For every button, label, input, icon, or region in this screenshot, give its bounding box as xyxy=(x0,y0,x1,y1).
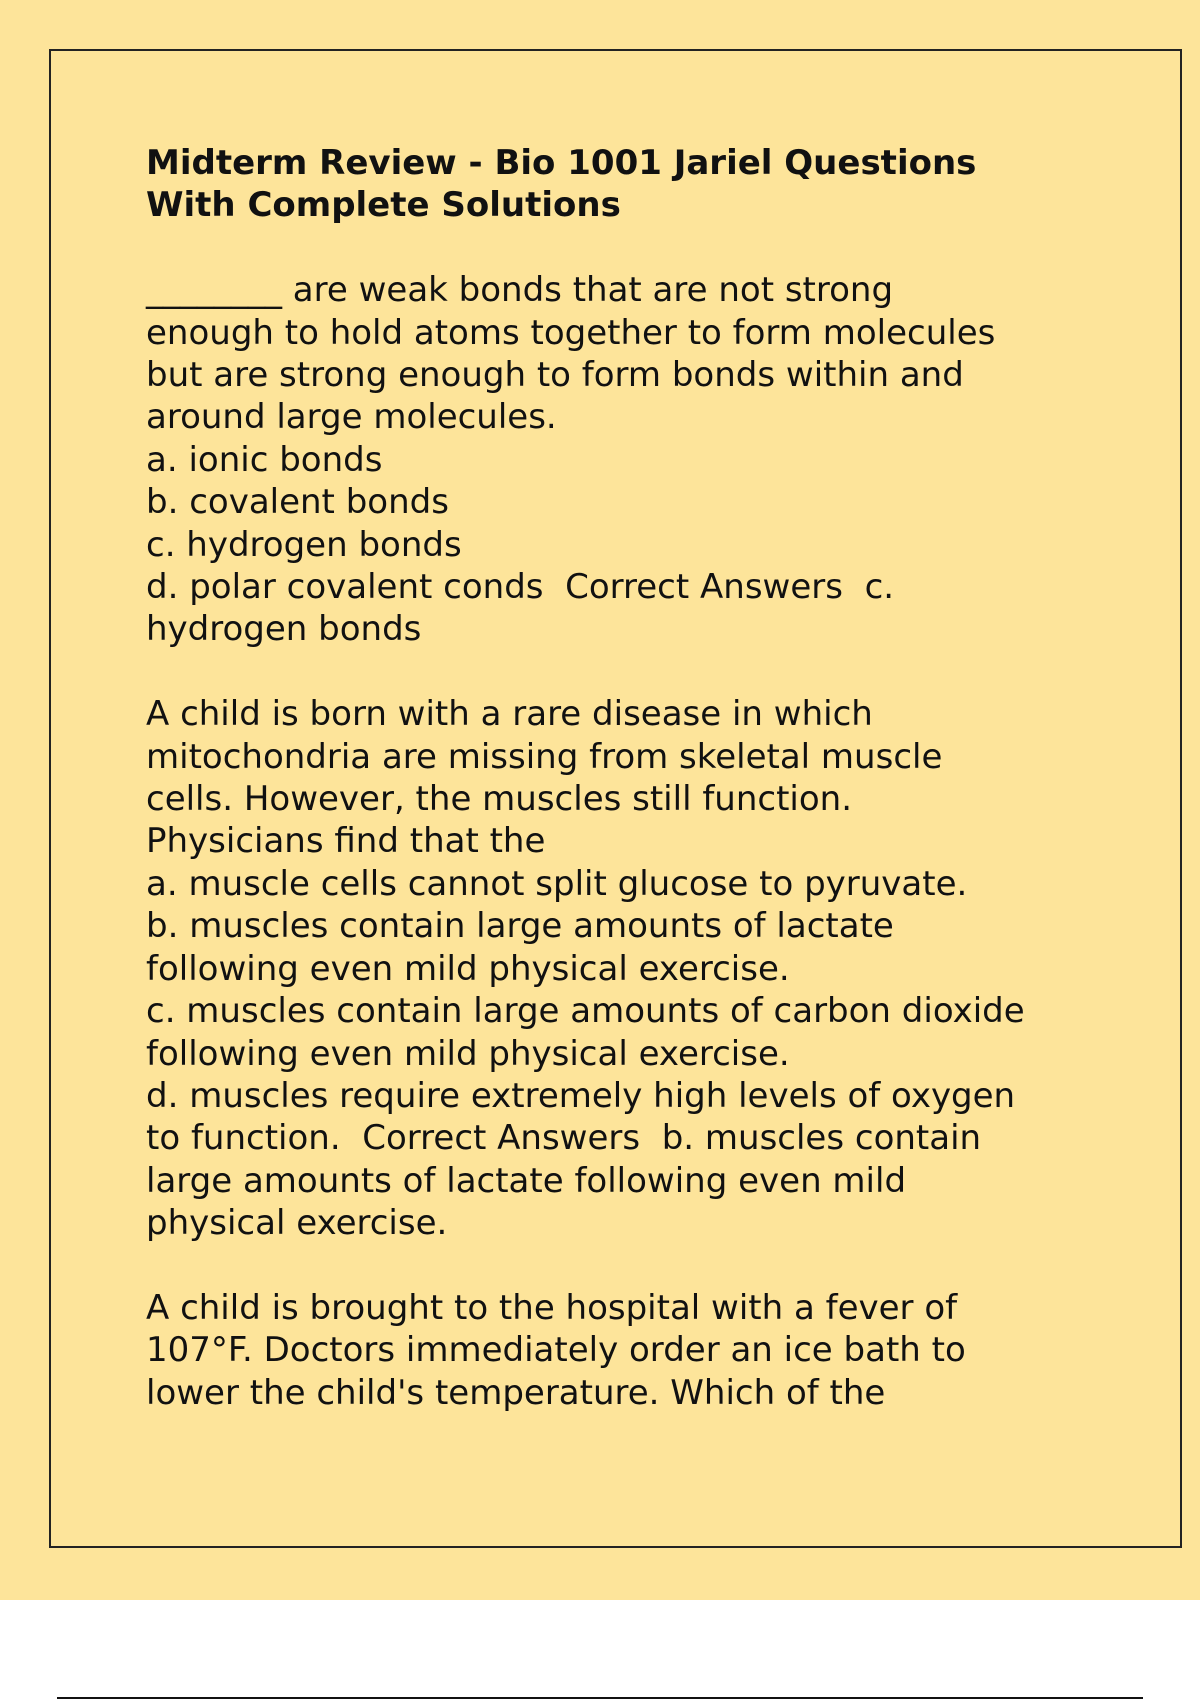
correct-answer-line: physical exercise. xyxy=(146,1203,448,1244)
paragraph-gap xyxy=(146,1245,1106,1287)
question-line: A child is born with a rare disease in which xyxy=(146,694,873,735)
answer-option: following even mild physical exercise. xyxy=(146,1033,790,1074)
answer-option: a. ionic bonds xyxy=(146,439,383,480)
question-3 xyxy=(146,1287,1106,1414)
answer-option: c. hydrogen bonds xyxy=(146,524,462,565)
paragraph-gap xyxy=(146,227,1106,269)
correct-answer-line: large amounts of lactate following even mild xyxy=(146,1160,907,1201)
document-content xyxy=(146,142,1106,1414)
question-line: ________ are weak bonds that are not strong xyxy=(146,270,894,311)
correct-answer-line: hydrogen bonds xyxy=(146,609,422,650)
question-line: 107°F. Doctors immediately order an ice bath to xyxy=(146,1330,966,1371)
question-line: but are strong enough to form bonds within and xyxy=(146,355,964,396)
answer-option: b. muscles contain large amounts of lactate xyxy=(146,906,894,947)
question-line: lower the child's temperature. Which of the xyxy=(146,1372,886,1413)
question-line: mitochondria are missing from skeletal muscle xyxy=(146,736,943,777)
question-line: enough to hold atoms together to form molecules xyxy=(146,312,996,353)
question-line: A child is brought to the hospital with a fever of xyxy=(146,1287,958,1328)
title-line: With Complete Solutions xyxy=(146,185,621,226)
answer-option: b. covalent bonds xyxy=(146,482,449,523)
question-line: Physicians find that the xyxy=(146,821,546,862)
answer-option: following even mild physical exercise. xyxy=(146,948,790,989)
question-2 xyxy=(146,693,1106,1244)
title-line: Midterm Review - Bio 1001 Jariel Questions xyxy=(146,143,977,183)
answer-option: d. muscles require extremely high levels of oxygen xyxy=(146,1075,1016,1116)
question-line: cells. However, the muscles still function. xyxy=(146,779,853,820)
answer-option: a. muscle cells cannot split glucose to pyruvate. xyxy=(146,863,968,904)
question-line: around large molecules. xyxy=(146,397,557,438)
footer-divider xyxy=(57,1697,1143,1699)
question-1 xyxy=(146,269,1106,651)
answer-option: d. polar covalent conds Correct Answers c. xyxy=(146,567,895,608)
document-title xyxy=(146,142,1106,227)
answer-option: c. muscles contain large amounts of carbon dioxide xyxy=(146,991,1025,1032)
paragraph-gap xyxy=(146,651,1106,693)
correct-answer-line: to function. Correct Answers b. muscles contain xyxy=(146,1118,982,1159)
